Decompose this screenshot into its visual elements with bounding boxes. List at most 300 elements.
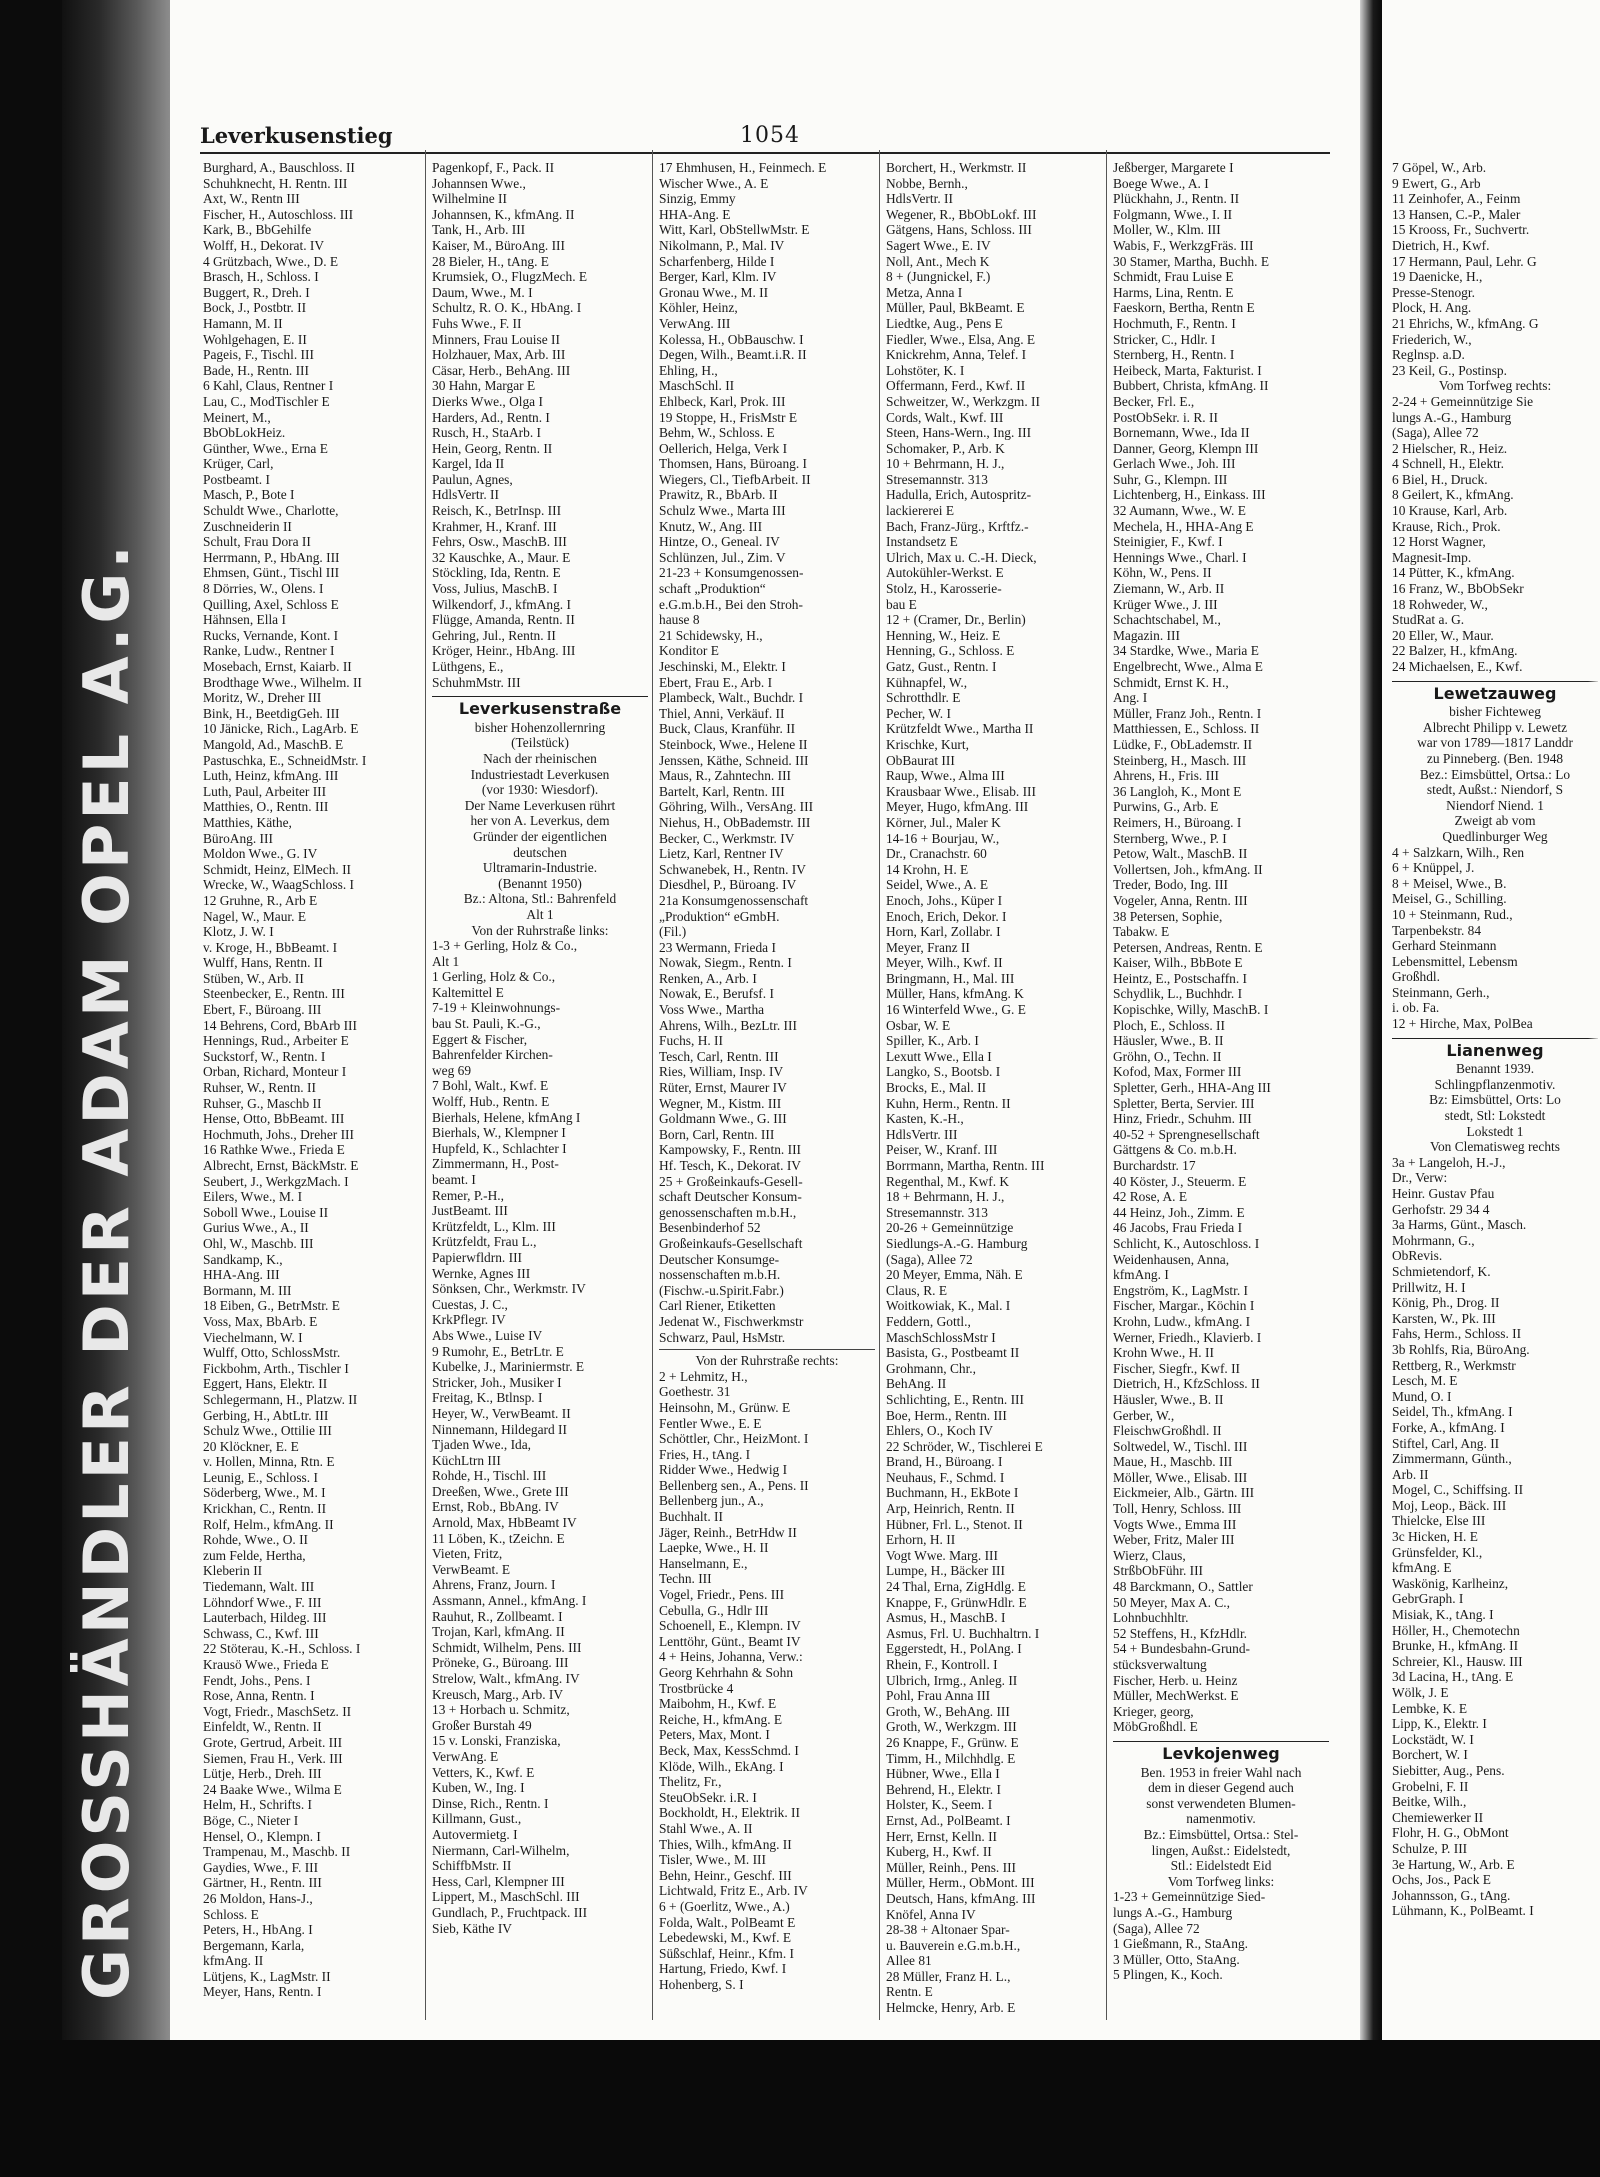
directory-entry: Wischer Wwe., A. E (659, 175, 769, 191)
directory-entry: weg 69 (432, 1062, 472, 1078)
directory-entry: Witt, Karl, ObStellwMstr. E (659, 222, 810, 238)
directory-entry: Krüger, Carl, (203, 456, 274, 472)
directory-entry: Buck, Claus, Kranführ. II (659, 721, 796, 737)
directory-entry: kfmAng. E (1392, 1560, 1452, 1576)
directory-entry: Sagert Wwe., E. IV (886, 237, 991, 253)
directory-entry: Magazin. III (1113, 627, 1180, 643)
directory-entry: MaschSchlossMstr I (886, 1329, 996, 1345)
directory-entry: Viechelmann, W. I (203, 1329, 303, 1345)
directory-entry: Ehmsen, Günt., Tischl III (203, 565, 340, 581)
directory-entry: bau E (886, 596, 917, 612)
directory-entry: Goethestr. 31 (659, 1384, 731, 1400)
directory-entry: Schmidt, Heinz, ElMech. II (203, 861, 352, 877)
directory-entry: Freitag, K., Btlnsp. I (432, 1390, 543, 1406)
directory-entry: Plock, H. Ang. (1392, 300, 1472, 316)
directory-entry: Gerlach Wwe., Joh. III (1113, 456, 1236, 472)
directory-entry: Herr, Ernst, Kelln. II (886, 1828, 998, 1844)
directory-entry: Schmietendorf, K. (1392, 1263, 1491, 1279)
directory-entry: Flügge, Amanda, Rentn. II (432, 612, 575, 628)
directory-entry: HHA-Ang. E (659, 206, 731, 222)
street-note-line: Bz.: Altona, Stl.: Bahrenfeld (463, 891, 617, 907)
directory-entry: Schlichting, E., Rentn. III (886, 1391, 1024, 1407)
directory-entry: 6 + (Goerlitz, Wwe., A.) (659, 1898, 790, 1914)
directory-entry: Petow, Walt., MaschB. II (1113, 846, 1248, 862)
directory-entry: Krischke, Kurt, (886, 736, 969, 752)
directory-entry: Presse-Stenogr. (1392, 284, 1475, 300)
directory-entry: 19 Daenicke, H., (1392, 269, 1483, 285)
directory-entry: 48 Barckmann, O., Sattler (1113, 1579, 1253, 1595)
directory-entry: Henning, W., Heiz. E (886, 627, 1001, 643)
directory-entry: Zimmermann, Günth., (1392, 1451, 1512, 1467)
directory-entry: Müller, Paul, BkBeamt. E (886, 300, 1025, 316)
directory-entry: Lohnbuchhltr. (1113, 1610, 1189, 1626)
directory-entry: Ang. I (1113, 690, 1148, 706)
directory-entry: Steen, Hans-Wern., Ing. III (886, 425, 1032, 441)
directory-entry: Ernst, Rob., BbAng. IV (432, 1499, 559, 1515)
directory-entry: Konditor E (659, 643, 719, 659)
directory-entry: Forke, A., kfmAng. I (1392, 1419, 1505, 1435)
directory-entry: Chemiewerker II (1392, 1809, 1484, 1825)
directory-entry: Kaiser, Wilh., BbBote E (1113, 955, 1243, 971)
directory-entry: Buchmann, H., EkBote I (886, 1485, 1019, 1501)
directory-entry: Minners, Frau Louise II (432, 331, 560, 347)
directory-entry: ObBaurat III (886, 752, 955, 768)
directory-entry: Gättgens & Co. m.b.H. (1113, 1142, 1237, 1158)
directory-entry: Kampowsky, F., Rentn. III (659, 1142, 801, 1158)
directory-entry: Großer Burstah 49 (432, 1717, 532, 1733)
directory-entry: KüchLtrn III (432, 1452, 501, 1468)
directory-entry: Leunig, E., Schloss. I (203, 1469, 318, 1485)
directory-entry: 26 Knappe, F., Grünw. E (886, 1734, 1019, 1750)
directory-entry: Tank, H., Arb. III (432, 222, 526, 238)
directory-entry: hause 8 (659, 612, 700, 628)
directory-entry: 4 + Heins, Johanna, Verw.: (659, 1649, 803, 1665)
directory-entry: Müller, Reinh., Pens. III (886, 1859, 1017, 1875)
directory-entry: SteuObSekr. i.R. I (659, 1789, 757, 1805)
directory-entry: Pagenkopf, F., Pack. II (432, 160, 555, 175)
directory-entry: (Saga), Allee 72 (886, 1251, 973, 1267)
directory-entry: 13 Hansen, C.-P., Maler (1392, 206, 1521, 222)
directory-entry: (Saga), Allee 72 (1392, 425, 1479, 441)
street-note-line: zu Pinneberg. (Ben. 1948 (1426, 750, 1564, 766)
directory-entry: König, Ph., Drog. II (1392, 1295, 1500, 1311)
directory-entry: Nowak, E., Berufsf. I (659, 986, 774, 1002)
directory-entry: Heinsohn, M., Grünw. E (659, 1399, 791, 1415)
directory-entry: Schlicht, K., Autoschloss. I (1113, 1235, 1260, 1251)
directory-entry: Ochs, Jos., Pack E (1392, 1872, 1491, 1888)
directory-entry: Schloss. E (203, 1906, 259, 1922)
directory-entry: Vogel, Friedr., Pens. III (659, 1587, 785, 1603)
directory-entry: Stöckling, Ida, Rentn. E (432, 565, 561, 581)
directory-entry: Krickhan, C., Rentn. II (203, 1501, 327, 1517)
directory-entry: Liedtke, Aug., Pens E (886, 315, 1003, 331)
directory-entry: 8 Geilert, K., kfmAng. (1392, 487, 1514, 503)
directory-entry: BüroAng. III (203, 830, 273, 846)
directory-entry: Fries, H., tAng. I (659, 1446, 751, 1462)
directory-entry: Thomsen, Hans, Büroang. I (659, 456, 808, 472)
directory-entry: 6 + Knüppel, J. (1392, 860, 1475, 876)
directory-entry: Mohrmann, G., (1392, 1232, 1475, 1248)
directory-entry: Arp, Heinrich, Rentn. II (886, 1501, 1015, 1517)
directory-entry: Spletter, Berta, Servier. III (1113, 1095, 1255, 1111)
street-section-heading: Lianenweg (1392, 1038, 1598, 1059)
street-note-line: Schlingpflanzenmotiv. (1434, 1076, 1556, 1092)
directory-entry: Bartelt, Karl, Rentn. III (659, 783, 785, 799)
directory-entry: Matthies, Käthe, (203, 814, 292, 830)
directory-entry: Süßschlaf, Heinr., Kfm. I (659, 1945, 794, 1961)
directory-entry: 44 Heinz, Joh., Zimm. E (1113, 1204, 1245, 1220)
directory-entry: Remer, P.-H., (432, 1187, 504, 1203)
directory-entry: Metza, Anna I (886, 284, 963, 300)
directory-entry: Mogel, C., Schiffsing. II (1392, 1482, 1524, 1498)
directory-entry: Vollertsen, Joh., kfmAng. II (1113, 861, 1263, 877)
directory-entry: Deutscher Konsumge- (659, 1251, 780, 1267)
directory-entry: Müller, Hans, kfmAng. K (886, 986, 1024, 1002)
street-section-heading: Levkojenweg (1113, 1741, 1329, 1762)
directory-entry: Soboll Wwe., Louise II (203, 1204, 329, 1220)
directory-entry: Arnold, Max, HbBeamt IV (432, 1515, 577, 1531)
directory-entry: SchuhmMstr. III (432, 674, 521, 690)
directory-entry: Flohr, H. G., ObMont (1392, 1825, 1509, 1841)
street-note-line: lingen, Außst.: Eidelstedt, (1151, 1842, 1291, 1858)
directory-entry: Rolf, Helm., kfmAng. II (203, 1516, 334, 1532)
directory-entry: 12 Horst Wagner, (1392, 534, 1486, 550)
directory-entry: 3d Lacina, H., tAng. E (1392, 1669, 1514, 1685)
directory-entry: 2 + Lehmitz, H., (659, 1368, 748, 1384)
directory-entry: 4 Schnell, H., Elektr. (1392, 456, 1504, 472)
directory-entry: Niermann, Carl-Wilhelm, (432, 1842, 570, 1858)
directory-entry: Sternberg, H., Rentn. I (1113, 347, 1235, 363)
directory-entry: 4 Grützbach, Wwe., D. E (203, 253, 339, 269)
directory-entry: Lauterbach, Hildeg. III (203, 1610, 327, 1626)
street-note-line: Niendorf Niend. 1 (1446, 797, 1544, 813)
directory-entry: 14 Pütter, K., kfmAng. (1392, 565, 1515, 581)
directory-entry: Dr., Verw: (1392, 1170, 1448, 1186)
directory-entry: 17 Ehmhusen, H., Feinmech. E (659, 160, 827, 175)
directory-entry: nossenschaften m.b.H. (659, 1267, 781, 1283)
directory-entry: Schulze, P. III (1392, 1840, 1468, 1856)
directory-entry: Asmus, Frl. U. Buchhaltrn. I (886, 1625, 1040, 1641)
directory-entry: 2-24 + Gemeinnützige Sie (1392, 393, 1534, 409)
street-note-line: Lokstedt 1 (1466, 1123, 1524, 1139)
directory-entry: 10 + Steinmann, Rud., (1392, 906, 1513, 922)
directory-entry: Rhein, F., Kontroll. I (886, 1657, 998, 1672)
directory-entry: 40 Köster, J., Steuerm. E (1113, 1173, 1247, 1189)
directory-entry: Trostbrücke 4 (659, 1680, 734, 1696)
directory-entry: Carl Riener, Etiketten (659, 1298, 776, 1314)
directory-entry: Meyer, Hans, Rentn. I (203, 1984, 322, 2000)
directory-entry: Vogt Wwe. Marg. III (886, 1547, 998, 1563)
directory-entry: Axt, W., Rentn III (203, 191, 300, 207)
directory-entry: Wierz, Claus, (1113, 1547, 1186, 1563)
directory-entry: Noll, Ant., Mech K (886, 253, 990, 269)
directory-entry: Kröger, Heinr., HbAng. III (432, 643, 576, 659)
directory-entry: Hf. Tesch, K., Dekorat. IV (659, 1158, 801, 1173)
directory-entry: Steinberg, H., Masch. III (1113, 752, 1247, 768)
directory-entry: Feddern, Gottl., (886, 1313, 971, 1329)
directory-entry: Großhdl. (1392, 969, 1440, 985)
directory-entry: Reimers, H., Büroang. I (1113, 814, 1242, 830)
directory-entry: Stüben, W., Arb. II (203, 970, 304, 986)
directory-entry: Folgmann, Wwe., I. II (1113, 206, 1233, 222)
directory-entry: Hähnsen, Ella I (203, 612, 286, 628)
directory-entry: 22 Schröder, W., Tischlerei E (886, 1438, 1043, 1454)
directory-entry: Basista, G., Postbeamt II (886, 1345, 1020, 1361)
directory-entry: Grobelni, F. II (1392, 1778, 1469, 1794)
directory-entry: SchiffbMstr. II (432, 1858, 512, 1874)
directory-entry: Löhndorf Wwe., F. III (203, 1594, 322, 1610)
directory-entry: MaschSchl. II (659, 378, 735, 394)
street-note-line: Alt 1 (526, 906, 554, 922)
directory-column-1 (203, 160, 419, 2020)
directory-entry: Behm, W., Schloss. E (659, 425, 775, 441)
directory-entry: Paulun, Agnes, (432, 471, 513, 487)
directory-entry: Borchert, H., Werkmstr. II (886, 160, 1027, 175)
directory-entry: Schydlik, L., Buchhdr. I (1113, 986, 1243, 1002)
directory-entry: Gärtner, H., Rentn. III (203, 1875, 322, 1891)
directory-entry: Suhr, G., Klempn. III (1113, 471, 1228, 487)
directory-entry: Krützfeldt, Frau L., (432, 1234, 537, 1250)
directory-entry: Harms, Lina, Rentn. E (1113, 284, 1234, 300)
directory-entry: Luth, Paul, Arbeiter III (203, 783, 327, 799)
directory-entry: Fuchs, H. II (659, 1033, 723, 1049)
directory-entry: Dr., Cranachstr. 60 (886, 846, 987, 862)
directory-entry: Jedenat W., Fischwerkmstr (659, 1313, 804, 1329)
directory-entry: Lesch, M. E (1392, 1373, 1458, 1389)
directory-entry: Buchhalt. II (659, 1509, 723, 1525)
street-note-line: Bz.: Eimsbüttel, Ortsa.: Stel- (1143, 1826, 1299, 1842)
directory-entry: 12 + (Cramer, Dr., Berlin) (886, 612, 1026, 628)
directory-entry: Einfeldt, W., Rentn. II (203, 1719, 322, 1735)
directory-entry: Trampenau, M., Maschb. II (203, 1844, 351, 1860)
directory-entry: Schlegermann, H., Platzw. II (203, 1391, 358, 1407)
directory-entry: Krause, Rich., Prok. (1392, 518, 1501, 534)
directory-entry: Grünsfelder, Kl., (1392, 1544, 1483, 1560)
directory-entry: Krieger, georg, (1113, 1703, 1194, 1719)
directory-entry: Schmidt, Ernst K. H., (1113, 674, 1229, 690)
directory-entry: Harders, Ad., Rentn. I (432, 409, 550, 425)
directory-entry: Magnesit-Imp. (1392, 549, 1472, 565)
directory-entry: Günther, Wwe., Erna E (203, 440, 328, 456)
directory-entry: BehAng. II (886, 1376, 947, 1392)
directory-entry: Meinert, M., (203, 409, 271, 425)
directory-entry: Bergemann, Karla, (203, 1937, 305, 1953)
directory-entry: Bierhals, Helene, kfmAng I (432, 1109, 581, 1125)
directory-entry: kfmAng. I (1113, 1267, 1169, 1283)
directory-entry: Behn, Heinr., Geschf. III (659, 1867, 792, 1883)
spine-lettering: GROSSHÄNDLER DER ADAM OPEL A.G. (70, 541, 143, 2000)
directory-entry: Vogts Wwe., Emma III (1113, 1516, 1237, 1532)
directory-entry: 20 Eller, W., Maur. (1392, 627, 1494, 643)
directory-entry: Siebitter, Aug., Pens. (1392, 1762, 1505, 1778)
directory-entry: Klöde, Wilh., EkAng. I (659, 1758, 784, 1774)
street-note-line: deutschen (513, 844, 567, 860)
directory-entry: 13 + Horbach u. Schmitz, (432, 1702, 570, 1718)
directory-entry: Johannsen Wwe., (432, 175, 526, 191)
directory-entry: Cords, Walt., Kwf. III (886, 409, 1004, 425)
directory-entry: Klotz, J. W. I (203, 924, 274, 940)
directory-entry: Wolff, H., Dekorat. IV (203, 237, 325, 253)
directory-entry: Hartung, Friedo, Kwf. I (659, 1961, 787, 1977)
directory-entry: Borchert, W. I (1392, 1747, 1468, 1763)
street-note-line: Vom Torfweg links: (1167, 1873, 1275, 1889)
directory-entry: Offermann, Ferd., Kwf. II (886, 378, 1026, 394)
directory-entry: Ebert, F., Büroang. III (203, 1002, 322, 1018)
directory-entry: Häusler, Wwe., B. II (1113, 1033, 1224, 1049)
directory-entry: Asmus, H., MaschB. I (886, 1610, 1006, 1626)
directory-entry: Ahrens, Franz, Journ. I (432, 1577, 556, 1593)
directory-entry: Hupfeld, K., Schlachter I (432, 1140, 567, 1156)
directory-entry: Lockstädt, W. I (1392, 1731, 1474, 1747)
directory-entry: Osbar, W. E (886, 1017, 951, 1033)
directory-entry: 11 Löben, K., tZeichn. E (432, 1530, 565, 1546)
directory-entry: 3a Harms, Günt., Masch. (1392, 1217, 1527, 1233)
directory-entry: Burchardstr. 17 (1113, 1158, 1196, 1173)
directory-entry: Wegner, M., Kistm. III (659, 1095, 782, 1111)
directory-entry: Ulrich, Max u. C.-H. Dieck, (886, 549, 1037, 565)
directory-entry: Eggerstedt, H., PolAng. I (886, 1641, 1022, 1657)
directory-entry: Helmcke, Henry, Arb. E (886, 2000, 1016, 2016)
directory-entry: Ehling, H., (659, 362, 718, 378)
directory-entry: Sönksen, Chr., Werkmstr. IV (432, 1281, 586, 1297)
directory-entry: Scharfenberg, Hilde I (659, 253, 775, 269)
directory-entry: 9 Ewert, G., Arb (1392, 175, 1481, 191)
directory-entry: Voss, Julius, MaschB. I (432, 581, 558, 597)
directory-entry: Holzhauer, Max, Arb. III (432, 347, 566, 363)
directory-entry: Oellerich, Helga, Verk I (659, 440, 788, 456)
directory-entry: „Produktion“ eGmbH. (659, 908, 780, 924)
directory-entry: Moller, W., Klm. III (1113, 222, 1221, 238)
directory-entry: Bierhals, W., Klempner I (432, 1125, 566, 1141)
directory-entry: Engelbrecht, Wwe., Alma E (1113, 659, 1263, 674)
directory-entry: 16 Franz, W., BbObSekr (1392, 581, 1524, 597)
directory-entry: Böge, C., Nieter I (203, 1812, 299, 1828)
directory-entry: 22 Balzer, H., kfmAng. (1392, 643, 1518, 659)
directory-entry: Brocks, E., Mal. II (886, 1080, 987, 1096)
directory-entry: 14 Behrens, Cord, BbArb III (203, 1017, 357, 1033)
directory-entry: (Fil.) (659, 924, 687, 940)
directory-entry: Tiedemann, Walt. III (203, 1579, 315, 1595)
directory-entry: Ulbrich, Irmg., Anleg. II (886, 1672, 1018, 1688)
directory-entry: genossenschaften m.b.H., (659, 1204, 797, 1220)
directory-entry: Schuldt Wwe., Charlotte, (203, 503, 339, 519)
directory-entry: 10 Jänicke, Rich., LagArb. E (203, 721, 359, 737)
directory-entry: Bubbert, Christa, kfmAng. II (1113, 378, 1269, 394)
directory-entry: Luth, Heinz, kfmAng. III (203, 768, 339, 784)
directory-entry: Ziemann, W., Arb. II (1113, 581, 1225, 597)
directory-entry: Misiak, K., tAng. I (1392, 1607, 1494, 1623)
directory-entry: Ehlers, O., Koch IV (886, 1423, 994, 1439)
directory-entry: 7 Bohl, Walt., Kwf. E (432, 1078, 549, 1094)
directory-entry: HdlsVertr. II (886, 191, 953, 207)
directory-entry: Wernke, Agnes III (432, 1265, 531, 1281)
directory-entry: Vogt, Friedr., MaschSetz. II (203, 1703, 352, 1719)
directory-entry: Matthies, O., Rentn. III (203, 799, 329, 815)
directory-entry: 30 Stamer, Martha, Buchh. E (1113, 253, 1270, 269)
directory-entry: 6 Kahl, Claus, Rentner I (203, 378, 334, 394)
directory-entry: HHA-Ang. III (203, 1267, 280, 1283)
directory-entry: StudRat a. G. (1392, 612, 1465, 628)
directory-entry: Neuhaus, F., Schmd. I (886, 1469, 1005, 1485)
directory-entry: 3c Hicken, H. E (1392, 1529, 1478, 1545)
directory-entry: Tabakw. E (1113, 924, 1170, 940)
directory-entry: Bahrenfelder Kirchen- (432, 1047, 553, 1063)
directory-entry: Gronau Wwe., M. II (659, 284, 769, 300)
column-divider (652, 150, 653, 2020)
directory-entry: Groth, W., BehAng. III (886, 1703, 1010, 1719)
directory-entry: Gaydies, Wwe., F. III (203, 1859, 319, 1875)
directory-entry: Fiedler, Wwe., Elsa, Ang. E (886, 331, 1036, 347)
directory-entry: Krohn Wwe., H. II (1113, 1345, 1214, 1361)
directory-entry: Sternberg, Wwe., P. I (1113, 830, 1227, 846)
directory-entry: Jenssen, Käthe, Schneid. III (659, 752, 809, 768)
directory-entry: Helm, H., Schrifts. I (203, 1797, 312, 1813)
directory-entry: 8 + Meisel, Wwe., B. (1392, 875, 1507, 891)
street-note-line: Der Name Leverkusen rührt (464, 797, 616, 813)
street-note-line: namenmotiv. (1186, 1811, 1256, 1827)
directory-entry: Gerber, W., (1113, 1407, 1175, 1423)
directory-entry: Soltwedel, W., Tischl. III (1113, 1438, 1248, 1454)
directory-entry: 24 Baake Wwe., Wilma E (203, 1781, 342, 1797)
directory-entry: Lebedewski, M., Kwf. E (659, 1930, 792, 1946)
street-note-line: Benannt 1939. (1455, 1061, 1535, 1077)
directory-entry: 8 Dörries, W., Olens. I (203, 581, 324, 597)
directory-entry: Meisel, G., Schilling. (1392, 891, 1507, 907)
directory-entry: Thelitz, Fr., (659, 1774, 722, 1790)
directory-entry: Daum, Wwe., M. I (432, 284, 533, 300)
directory-entry: Herrmann, P., HbAng. III (203, 549, 340, 565)
facing-page (1382, 0, 1600, 2040)
directory-entry: Autovermietg. I (432, 1826, 518, 1842)
directory-entry: Nowak, Siegm., Rentn. I (659, 955, 792, 971)
directory-entry: Toll, Henry, Schloss. III (1113, 1501, 1242, 1517)
directory-entry: PostObSekr. i. R. II (1113, 409, 1218, 425)
directory-entry: Jeschinski, M., Elektr. I (659, 659, 786, 674)
directory-entry: Bringmann, H., Mal. III (886, 970, 1015, 986)
directory-entry: 42 Rose, A. E (1113, 1189, 1188, 1205)
street-note-line: Stl.: Eidelstedt Eid (1170, 1858, 1272, 1874)
facing-page-column (1392, 160, 1598, 2020)
directory-entry: Kühnapfel, W., (886, 674, 968, 690)
directory-entry: 8 + (Jungnickel, F.) (886, 269, 991, 285)
directory-entry: Lüdke, F., ObLademstr. II (1113, 736, 1253, 752)
directory-entry: Moj, Leop., Bäck. III (1392, 1497, 1507, 1513)
directory-entry: Trojan, Karl, kfmAng. II (432, 1624, 565, 1640)
directory-entry: 20-26 + Gemeinnützige (886, 1220, 1014, 1236)
directory-entry: 23 Keil, G., Postinsp. (1392, 362, 1507, 378)
street-note-line: war von 1789—1817 Landdr (1417, 735, 1573, 751)
directory-entry: Fendt, Johs., Pens. I (203, 1672, 311, 1688)
directory-entry: Assmann, Annel., kfmAng. I (432, 1593, 587, 1609)
directory-entry: Waskönig, Karlheinz, (1392, 1575, 1509, 1591)
directory-entry: Cäsar, Herb., BehAng. III (432, 362, 571, 378)
directory-entry: Krausö Wwe., Frieda E (203, 1657, 329, 1672)
directory-entry: Ohl, W., Maschb. III (203, 1235, 314, 1251)
directory-entry: Brunke, H., kfmAng. II (1392, 1638, 1519, 1654)
directory-entry: Bock, J., Postbtr. II (203, 300, 307, 316)
directory-entry: Raup, Wwe., Alma III (886, 768, 1005, 784)
directory-entry: Lexutt Wwe., Ella I (886, 1048, 992, 1064)
directory-entry: Laepke, Wwe., H. II (659, 1540, 769, 1556)
directory-entry: 7-19 + Kleinwohnungs- (432, 1000, 561, 1016)
column-divider (1106, 150, 1107, 2020)
directory-entry: Suckstorf, W., Rentn. I (203, 1048, 326, 1064)
directory-entry: Seidel, Wwe., A. E (886, 877, 989, 893)
street-note-line: (vor 1930: Wiesdorf). (481, 782, 599, 798)
directory-entry: Kubelke, J., Mariniermstr. E (432, 1359, 585, 1375)
directory-entry: 11 Zeinhofer, A., Feinm (1392, 191, 1521, 207)
directory-entry: schaft „Produktion“ (659, 581, 766, 597)
